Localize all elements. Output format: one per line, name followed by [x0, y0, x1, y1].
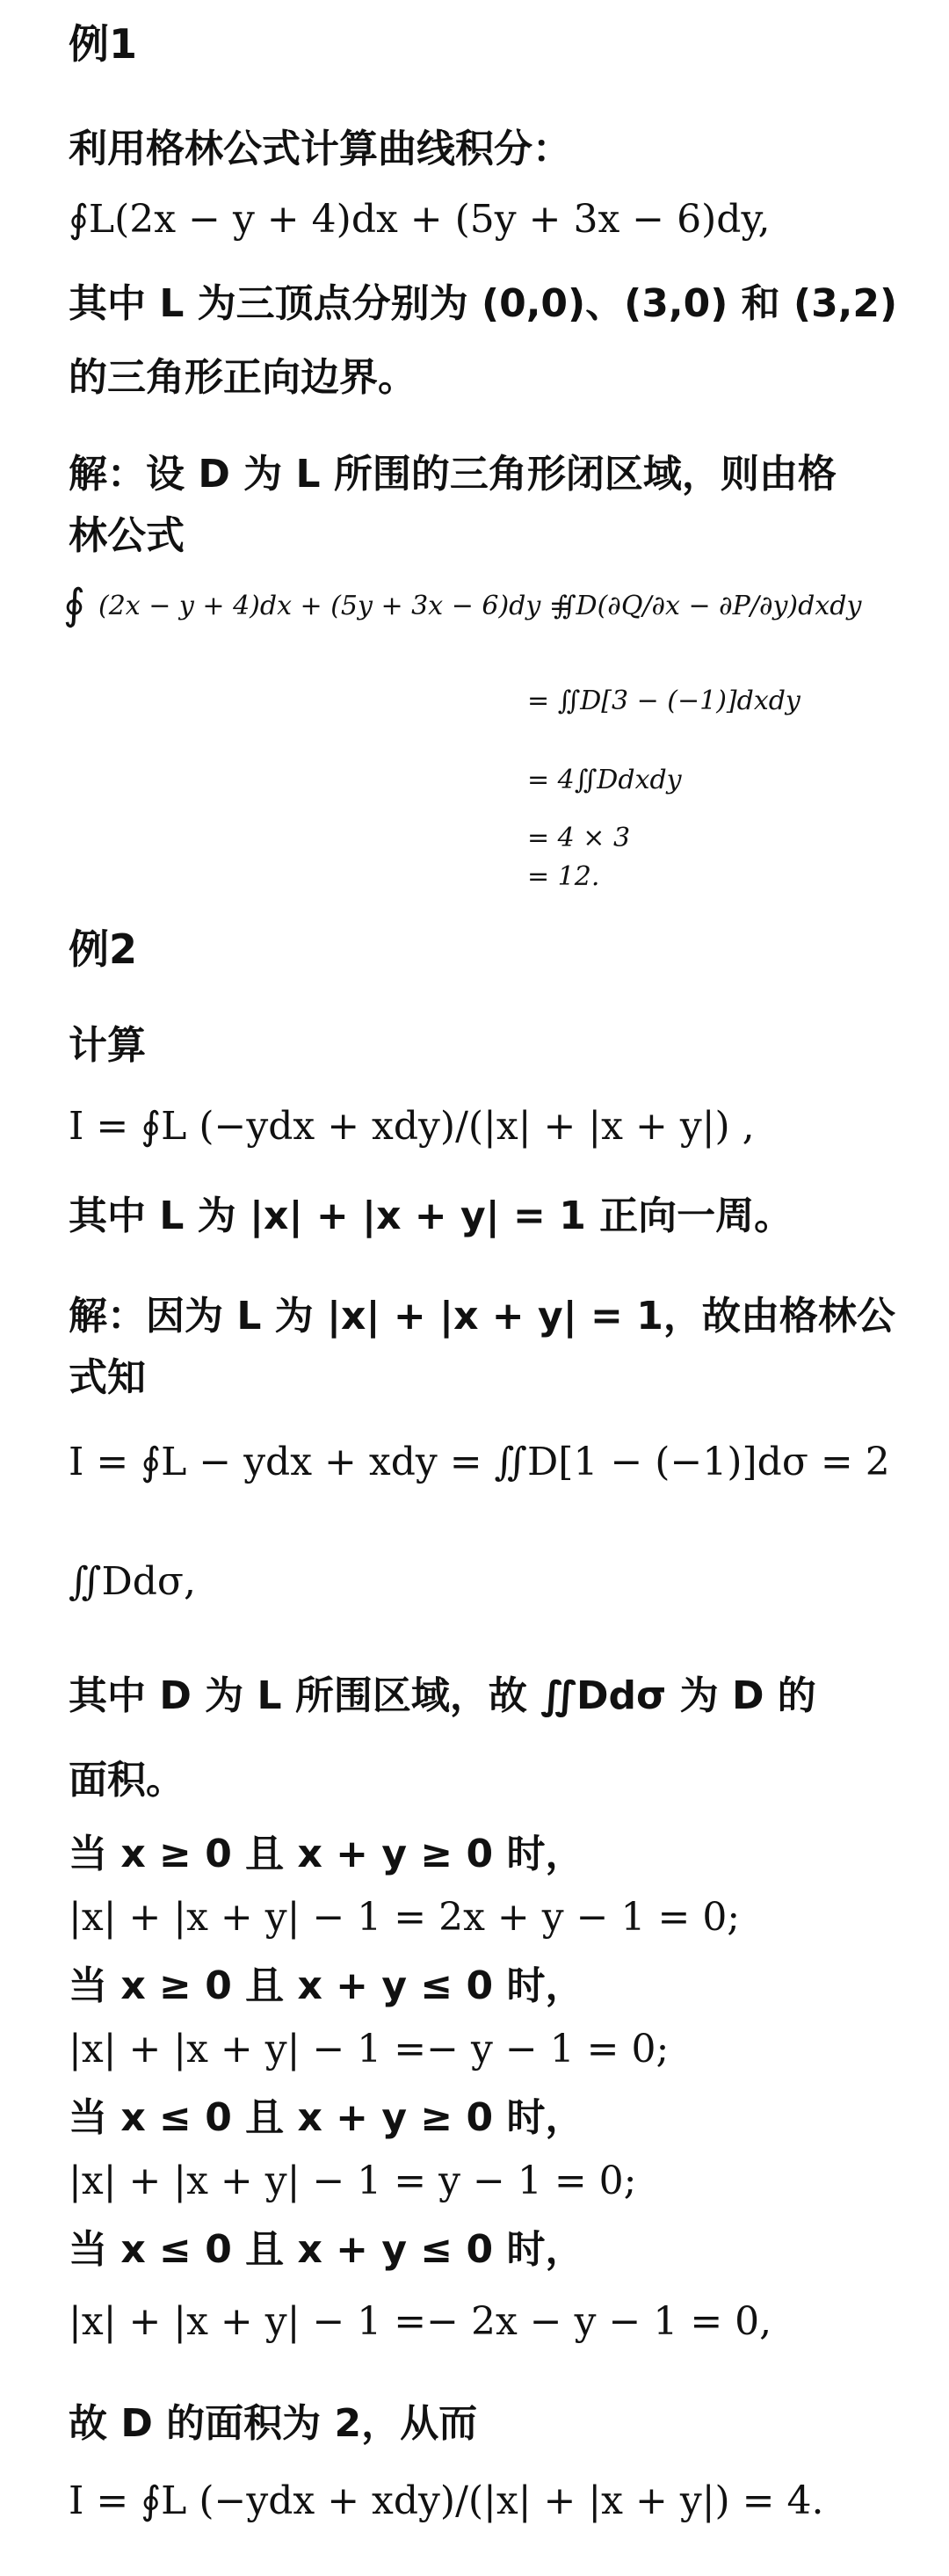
example-1-equation-row-5: = 12.	[527, 861, 600, 892]
case-2-equation: |x| + |x + y| − 1 =− y − 1 = 0;	[69, 2027, 670, 2072]
example-2-integral: I = ∮L (−ydx + xdy)/(|x| + |x + y|) ,	[69, 1104, 755, 1149]
case-1-equation: |x| + |x + y| − 1 = 2x + y − 1 = 0;	[69, 1895, 741, 1940]
case-4-equation: |x| + |x + y| − 1 =− 2x − y − 1 = 0,	[69, 2299, 772, 2344]
example-1-equation-row-2: = ∬D[3 − (−1)]dxdy	[527, 686, 800, 716]
example-2-solution-line-1: 解：因为 L 为 |x| + |x + y| = 1，故由格林公	[69, 1294, 895, 1339]
case-2-condition: 当 x ≥ 0 且 x + y ≤ 0 时，	[69, 1963, 584, 2008]
example-2-title: 例2	[69, 925, 138, 973]
example-2-area-line-2: 面积。	[69, 1758, 185, 1803]
example-2-condition: 其中 L 为 |x| + |x + y| = 1 正向一周。	[69, 1194, 793, 1238]
example-1-problem: 利用格林公式计算曲线积分：	[69, 127, 571, 171]
example-2-equation-2: ∬Ddσ,	[69, 1559, 196, 1604]
example-2-conclusion: 故 D 的面积为 2，从而	[69, 2401, 478, 2446]
example-1-equation-lhs: (2x − y + 4)dx + (5y + 3x − 6)dy =	[98, 591, 571, 621]
example-1-integral: ∮L(2x − y + 4)dx + (5y + 3x − 6)dy,	[69, 197, 771, 242]
example-1-solution-line-1: 解：设 D 为 L 所围的三角形闭区域，则由格	[69, 452, 837, 497]
example-2-final-result: I = ∮L (−ydx + xdy)/(|x| + |x + y|) = 4.	[69, 2478, 824, 2523]
example-1-equation-row-1: ∬D(∂Q/∂x − ∂P/∂y)dxdy	[554, 591, 862, 621]
example-2-equation-1: I = ∮L − ydx + xdy = ∬D[1 − (−1)]dσ = 2	[69, 1440, 890, 1484]
example-1-solution-line-2: 林公式	[69, 513, 185, 558]
contour-integral-icon: ∮	[63, 580, 86, 629]
case-1-condition: 当 x ≥ 0 且 x + y ≥ 0 时，	[69, 1832, 584, 1876]
case-4-condition: 当 x ≤ 0 且 x + y ≤ 0 时，	[69, 2227, 584, 2272]
example-1-condition-line-2: 的三角形正向边界。	[69, 355, 417, 400]
example-2-area-line-1: 其中 D 为 L 所围区域，故 ∬Ddσ 为 D 的	[69, 1673, 816, 1718]
case-3-condition: 当 x ≤ 0 且 x + y ≥ 0 时，	[69, 2095, 584, 2140]
example-1-equation-row-3: = 4∬Ddxdy	[527, 765, 682, 795]
example-1-condition-line-1: 其中 L 为三顶点分别为 (0,0)、(3,0) 和 (3,2)	[69, 281, 898, 326]
example-2-problem: 计算	[69, 1023, 146, 1068]
example-1-equation-row-4: = 4 × 3	[527, 823, 631, 853]
example-2-solution-line-2: 式知	[69, 1355, 146, 1400]
case-3-equation: |x| + |x + y| − 1 = y − 1 = 0;	[69, 2159, 637, 2203]
example-1-title: 例1	[69, 20, 138, 68]
